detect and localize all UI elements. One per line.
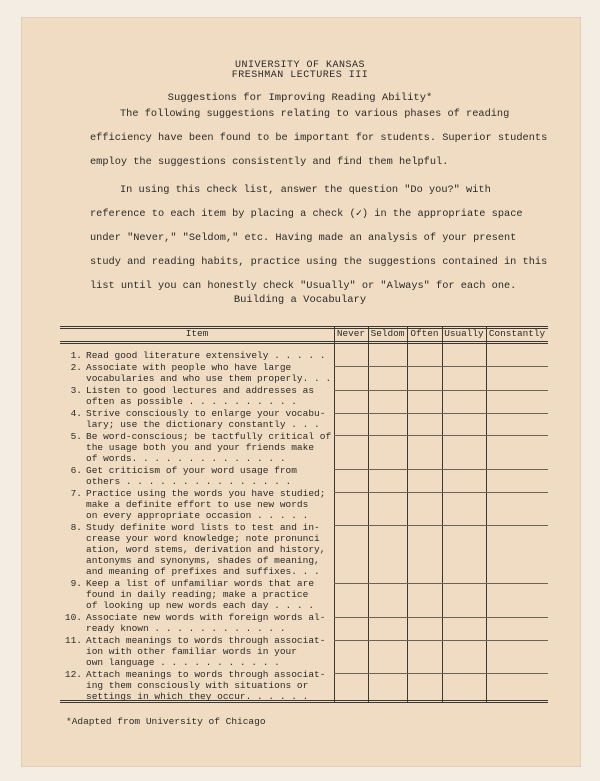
column-header-usually: Usually (444, 328, 484, 339)
row-divider (334, 413, 548, 414)
column-header-constantly: Constantly (488, 328, 546, 339)
item-number: 10. (64, 612, 82, 623)
column-divider (442, 326, 443, 703)
checklist-row (60, 408, 336, 430)
item-number: 2. (70, 362, 82, 373)
header-bottom-rule (60, 341, 548, 342)
item-text: Practice using the words you have studied; make a definite effort to use new words on every appropriate occasion . . . . . (86, 488, 326, 521)
checklist-row (60, 385, 336, 407)
item-number: 3. (70, 385, 82, 396)
row-divider (334, 525, 548, 526)
column-header-often: Often (410, 328, 439, 339)
row-divider (334, 469, 548, 470)
item-text: Strive consciously to enlarge your vocabu- lary; use the dictionary constantly . . . (86, 408, 326, 430)
university-heading: UNIVERSITY OF KANSAS (234, 60, 366, 71)
checklist-row (60, 431, 336, 464)
row-divider (334, 673, 548, 674)
checklist-row (60, 350, 336, 361)
item-text: Be word-conscious; be tactfully critical of the usage both you and your friends make of words. . . . . . . . . . . . . . (86, 431, 332, 464)
item-list (60, 350, 336, 703)
column-divider (407, 326, 408, 703)
row-divider (334, 617, 548, 618)
document-title: Suggestions for Improving Reading Ability* (167, 92, 433, 104)
checklist-row (60, 578, 336, 611)
row-divider (334, 366, 548, 367)
intro-paragraph-1: The following suggestions relating to various phases of reading efficiency have been found to be important for students. Superior students employ the suggestions consistently and find them helpful. (90, 108, 548, 168)
intro-paragraph-2: In using this check list, answer the question "Do you?" with reference to each item by placing a check (✓) in the appropriate space under "Never," "Seldom," etc. Having made an analysis of your present study and reading habits, practice using the suggestions contained in this list until you can honestly check "Usually" or "Always" for each one. (90, 184, 548, 292)
row-divider (334, 492, 548, 493)
item-number: 8. (70, 522, 82, 533)
lecture-heading: FRESHMAN LECTURES III (231, 70, 369, 81)
item-text: Attach meanings to words through associat- ion with other familiar words in your own language . . . . . . . . . . . (86, 635, 326, 668)
footnote: *Adapted from University of Chicago (66, 716, 266, 727)
checklist-row (60, 488, 336, 521)
table-top-rule (60, 326, 548, 327)
section-title: Building a Vocabulary (233, 294, 367, 306)
item-text: Keep a list of unfamiliar words that are found in daily reading; make a practice of looking up new words each day . . . . (86, 578, 315, 611)
item-number: 7. (70, 488, 82, 499)
item-number: 5. (70, 431, 82, 442)
item-text: Read good literature extensively . . . . . (86, 350, 326, 361)
column-header-item: Item (185, 328, 209, 339)
row-divider (334, 390, 548, 391)
item-text: Attach meanings to words through associat- ing them consciously with situations or settings in which they occur. . . . . . (86, 669, 326, 702)
column-header-never: Never (336, 328, 366, 339)
item-number: 6. (70, 465, 82, 476)
checklist-row (60, 612, 336, 634)
item-text: Study definite word lists to test and in- crease your word knowledge; note pronunci ation, word stems, derivation and history, antonyms and synonyms, shades of meaning, and meaning of prefixes and suffixes. . . (86, 522, 326, 577)
row-divider (334, 435, 548, 436)
row-divider (334, 583, 548, 584)
item-text: Associate new words with foreign words al- ready known . . . . . . . . . . . . (86, 612, 326, 634)
item-number: 11. (64, 635, 82, 646)
header-bottom-rule-double (60, 343, 548, 344)
row-divider (334, 640, 548, 641)
checklist-table (60, 326, 548, 703)
item-number: 4. (70, 408, 82, 419)
checklist-row (60, 669, 336, 702)
checklist-row (60, 465, 336, 487)
column-divider (486, 326, 487, 703)
item-number: 12. (64, 669, 82, 680)
checklist-row (60, 522, 336, 577)
item-number: 9. (70, 578, 82, 589)
column-header-seldom: Seldom (370, 328, 405, 339)
item-text: Get criticism of your word usage from others . . . . . . . . . . . . . . . (86, 465, 297, 487)
item-text: Associate with people who have large vocabularies and who use them properly. . . (86, 362, 332, 384)
column-divider (368, 326, 369, 703)
item-number: 1. (70, 350, 82, 361)
item-text: Listen to good lectures and addresses as often as possible . . . . . . . . . . (86, 385, 315, 407)
checklist-row (60, 362, 336, 384)
checklist-row (60, 635, 336, 668)
